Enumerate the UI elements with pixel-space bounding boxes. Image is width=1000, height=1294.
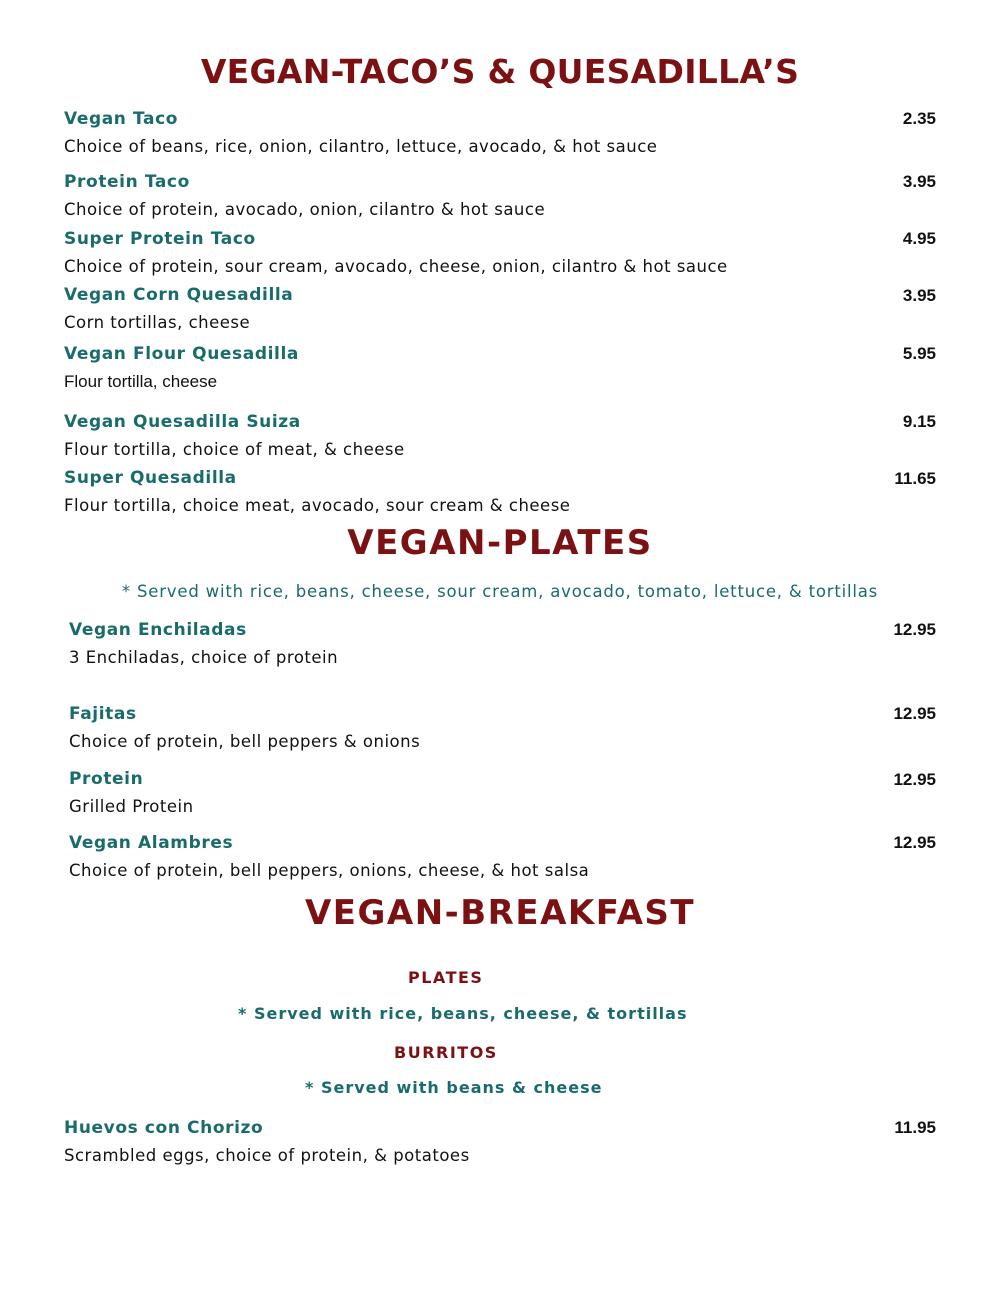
menu-item-description: Scrambled eggs, choice of protein, & potatoes <box>64 1146 470 1165</box>
menu-item-name: Fajitas <box>69 704 137 724</box>
menu-item-description: Choice of protein, sour cream, avocado, cheese, onion, cilantro & hot sauce <box>64 257 728 276</box>
menu-item-name: Vegan Quesadilla Suiza <box>64 412 301 432</box>
section-title-plates: VEGAN-PLATES <box>347 523 653 563</box>
section-title-tacos: VEGAN-TACO’S & QUESADILLA’S <box>200 52 800 91</box>
menu-item-description: Flour tortilla, choice of meat, & cheese <box>64 440 405 459</box>
menu-item-price: 3.95 <box>902 172 936 191</box>
menu-item-name: Super Protein Taco <box>64 229 256 249</box>
menu-item-name: Vegan Flour Quesadilla <box>64 344 299 364</box>
menu-item-price: 11.95 <box>894 1118 936 1137</box>
menu-item-price: 12.95 <box>893 704 936 723</box>
menu-item-name: Super Quesadilla <box>64 468 237 488</box>
menu-item-price: 3.95 <box>902 286 936 305</box>
menu-item-name: Protein <box>69 769 144 789</box>
menu-item-description: Grilled Protein <box>69 797 194 816</box>
menu-item-description: 3 Enchiladas, choice of protein <box>69 648 339 667</box>
served-with-note: * Served with beans & cheese <box>305 1078 603 1097</box>
menu-item-name: Huevos con Chorizo <box>64 1118 264 1138</box>
menu-item-name: Vegan Enchiladas <box>69 620 247 640</box>
menu-item-description: Choice of beans, rice, onion, cilantro, lettuce, avocado, & hot sauce <box>64 137 658 156</box>
menu-item-price: 4.95 <box>902 229 936 248</box>
menu-item-name: Vegan Corn Quesadilla <box>64 285 294 305</box>
menu-item-description: Choice of protein, avocado, onion, cilantro & hot sauce <box>64 200 546 219</box>
menu-item-price: 2.35 <box>902 109 936 128</box>
served-with-note: * Served with rice, beans, cheese, sour cream, avocado, tomato, lettuce, & tortillas <box>121 582 879 601</box>
menu-item-description: Choice of protein, bell peppers & onions <box>69 732 421 751</box>
menu-item-price: 11.65 <box>894 469 936 488</box>
section-title-breakfast: VEGAN-BREAKFAST <box>304 893 696 933</box>
menu-item-name: Protein Taco <box>64 172 190 192</box>
menu-item-price: 5.95 <box>902 344 936 363</box>
served-with-note: * Served with rice, beans, cheese, & tortillas <box>238 1004 688 1023</box>
menu-item-description: Corn tortillas, cheese <box>64 313 251 332</box>
subheading-burritos: BURRITOS <box>394 1043 498 1062</box>
menu-item-price: 12.95 <box>893 620 936 639</box>
menu-item-name: Vegan Taco <box>64 109 179 129</box>
subheading-plates: PLATES <box>408 968 484 987</box>
menu-item-price: 12.95 <box>893 833 936 852</box>
menu-item-description: Choice of protein, bell peppers, onions, cheese, & hot salsa <box>69 861 590 880</box>
menu-item-price: 12.95 <box>893 770 936 789</box>
menu-item-description: Flour tortilla, choice meat, avocado, sour cream & cheese <box>64 496 571 515</box>
menu-item-name: Vegan Alambres <box>69 833 234 853</box>
menu-item-description: Flour tortilla, cheese <box>64 372 218 391</box>
menu-item-price: 9.15 <box>902 412 936 431</box>
